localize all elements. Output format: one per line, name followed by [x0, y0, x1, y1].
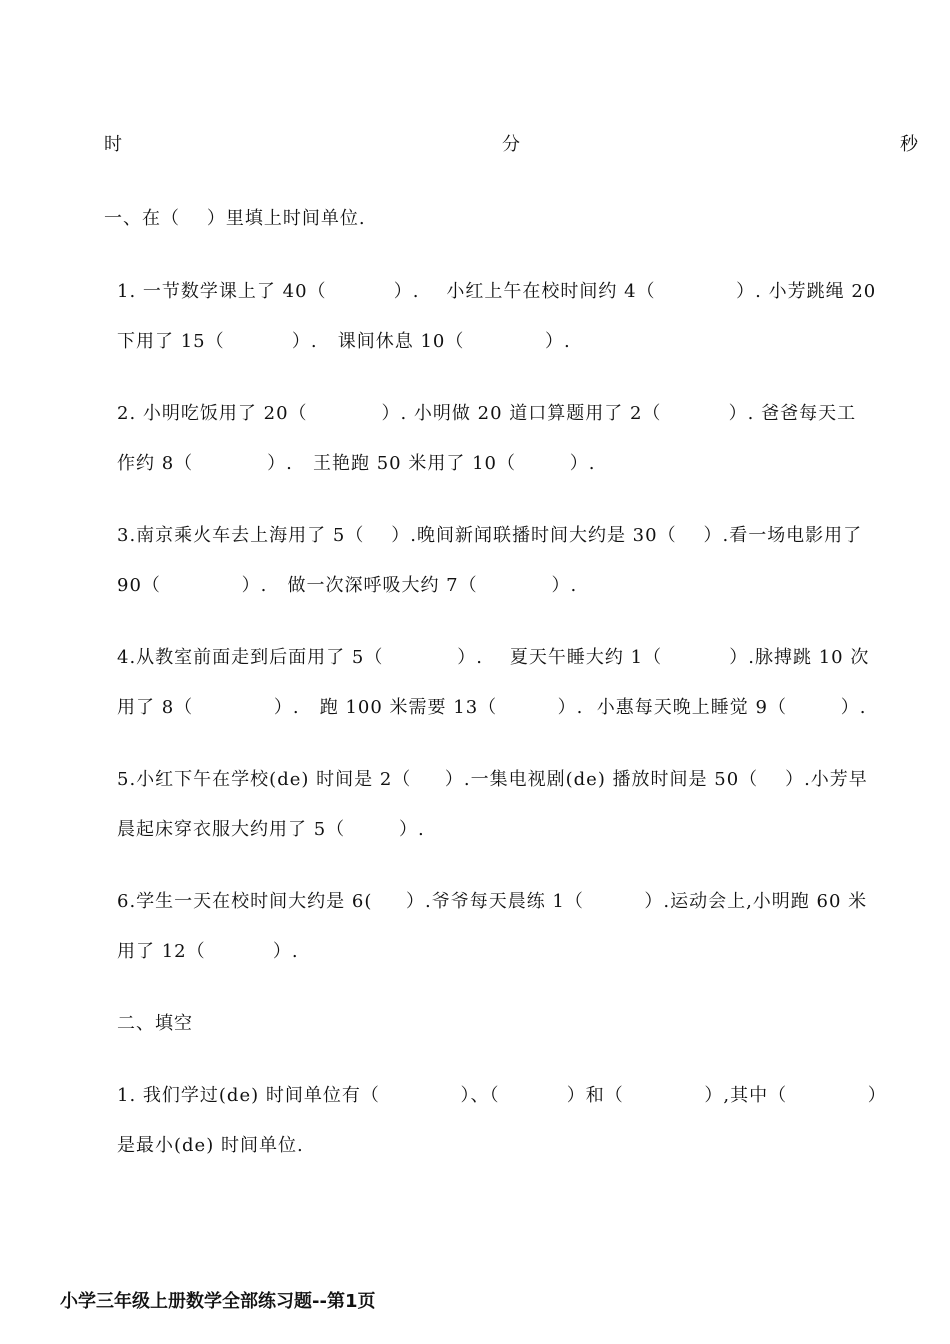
header-second: 秒: [900, 134, 918, 155]
q5-line1: 5.小红下午在学校(de) 时间是 2（ ）.一集电视剧(de) 播放时间是 50（ ）.小芳早: [117, 769, 868, 790]
q2-line1: 2. 小明吃饭用了 20（ ）. 小明做 20 道口算题用了 2（ ）. 爸爸每天工: [117, 403, 857, 424]
page-footer: 小学三年级上册数学全部练习题--第1页: [60, 1291, 376, 1312]
section2-title: 二、填空: [117, 1013, 193, 1034]
q2-line2: 作约 8（ ）. 王艳跑 50 米用了 10（ ）.: [117, 453, 596, 474]
q1-line2: 下用了 15（ ）. 课间休息 10（ ）.: [117, 331, 571, 352]
section1-title: 一、在（ ）里填上时间单位.: [104, 208, 366, 229]
q6-line1: 6.学生一天在校时间大约是 6( ）.爷爷每天晨练 1（ ）.运动会上,小明跑 60 米: [117, 891, 868, 912]
s2-q1-line1: 1. 我们学过(de) 时间单位有（ ）、（ ）和（ ）,其中（ ）: [117, 1085, 887, 1106]
q1-line1: 1. 一节数学课上了 40（ ）. 小红上午在校时间约 4（ ）. 小芳跳绳 20: [117, 281, 877, 302]
q3-line1: 3.南京乘火车去上海用了 5（ ）.晚间新闻联播时间大约是 30（ ）.看一场电影用了: [117, 525, 863, 546]
q6-line2: 用了 12（ ）.: [117, 941, 299, 962]
q3-line2: 90（ ）. 做一次深呼吸大约 7（ ）.: [117, 575, 578, 596]
q4-line2: 用了 8（ ）. 跑 100 米需要 13（ ）. 小惠每天晚上睡觉 9（ ）.: [117, 697, 867, 718]
header-hour: 时: [104, 134, 122, 155]
q5-line2: 晨起床穿衣服大约用了 5（ ）.: [117, 819, 425, 840]
q4-line1: 4.从教室前面走到后面用了 5（ ）. 夏天午睡大约 1（ ）.脉搏跳 10 次: [117, 647, 870, 668]
s2-q1-line2: 是最小(de) 时间单位.: [117, 1135, 304, 1156]
header-minute: 分: [502, 134, 520, 155]
